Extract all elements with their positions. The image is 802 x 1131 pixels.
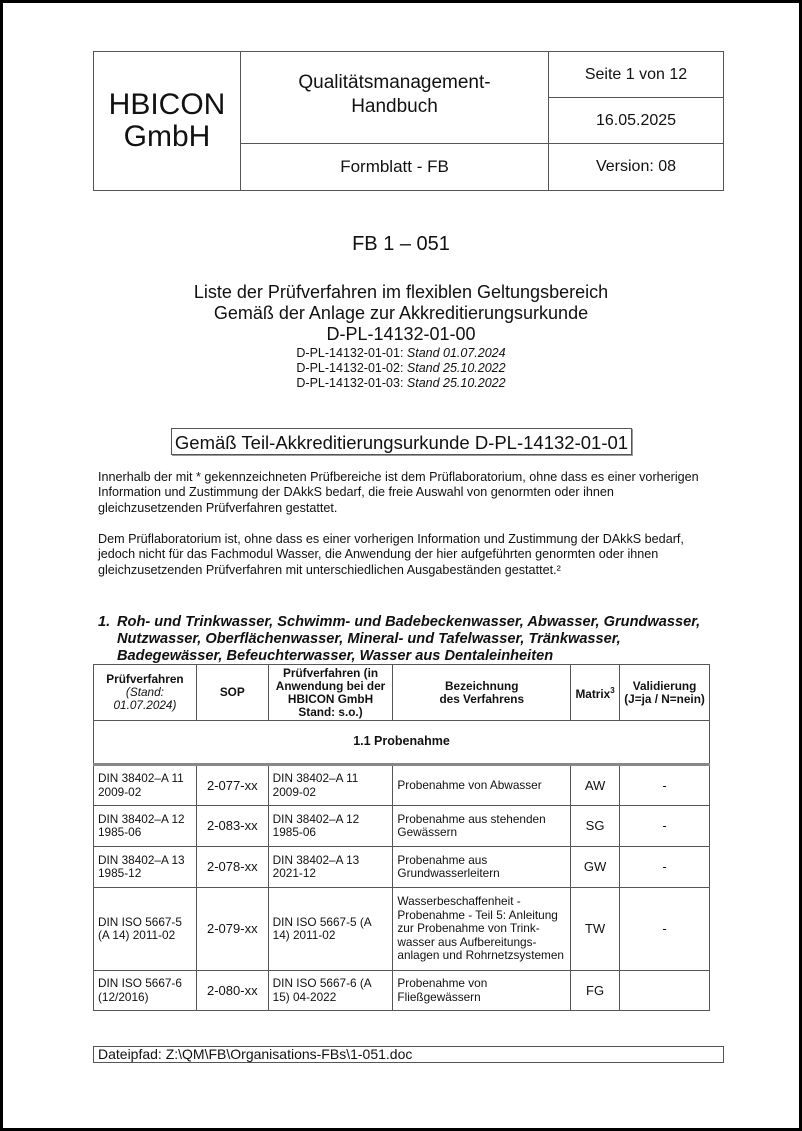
header-bezeichnung	[393, 665, 571, 721]
cell-sop: 2-080-xx	[196, 971, 268, 1011]
cell-sop: 2-077-xx	[196, 765, 268, 806]
cell-pruefverfahren: DIN ISO 5667-5 (A 14) 2011-02	[94, 888, 197, 971]
stand-date: Stand 25.10.2022	[406, 361, 506, 375]
accreditation-box-title: Gemäß Teil-Akkreditierungsurkunde D-PL-14132-01-01	[171, 428, 632, 455]
section-probenahme: 1.1 Probenahme	[94, 721, 710, 765]
cell-validierung: -	[620, 765, 710, 806]
company-name	[94, 52, 241, 190]
title-line-1: Qualitätsmanagement-	[298, 71, 491, 93]
header-pruefverfahren	[94, 665, 197, 721]
cell-matrix: AW	[571, 765, 620, 806]
stand-item	[0, 361, 802, 376]
cell-bezeichnung: Probenahme aus Grundwasserleitern	[393, 847, 571, 888]
table-row	[94, 971, 710, 1011]
stand-code: D-PL-14132-01-01:	[296, 346, 407, 360]
document-date: 16.05.2025	[549, 98, 723, 144]
header-sop: SOP	[196, 665, 268, 721]
cell-pruefverfahren-hbicon: DIN 38402–A 11 2009-02	[268, 765, 393, 806]
cell-pruefverfahren-hbicon: DIN ISO 5667-6 (A 15) 04-2022	[268, 971, 393, 1011]
cell-bezeichnung: Probenahme von Fließgewässern	[393, 971, 571, 1011]
cell-matrix: FG	[571, 971, 620, 1011]
stand-code: D-PL-14132-01-02:	[296, 361, 407, 375]
cell-validierung: -	[620, 847, 710, 888]
document-version: Version: 08	[595, 158, 677, 175]
title-line-2: Handbuch	[351, 95, 438, 117]
cell-pruefverfahren-hbicon: DIN ISO 5667-5 (A 14) 2011-02	[268, 888, 393, 971]
company-line-1: HBICON	[108, 88, 226, 121]
file-path-footer: Dateipfad: Z:\QM\FB\Organisations-FBs\1-051.doc	[93, 1046, 724, 1063]
section-title: Roh- und Trinkwasser, Schwimm- und Badebeckenwasser, Abwasser, Grundwasser, Nutzwasser, Oberflächenwasser, Mineral- und Tafelwasser, Tränkwasser, Badegewässer, Befeuchterwasser, Wasser aus Dentaleinheiten	[117, 614, 701, 664]
cell-matrix: TW	[571, 888, 620, 971]
table-row	[94, 765, 710, 806]
header-validierung: Validierung (J=ja / N=nein)	[620, 665, 710, 721]
cell-pruefverfahren-hbicon: DIN 38402–A 12 1985-06	[268, 806, 393, 847]
document-header	[93, 51, 724, 191]
table-row	[94, 888, 710, 971]
cell-pruefverfahren-hbicon: DIN 38402–A 13 2021-12	[268, 847, 393, 888]
stand-list	[0, 346, 802, 391]
cell-bezeichnung: Probenahme aus stehenden Gewässern	[393, 806, 571, 847]
subtitle-line-3: D-PL-14132-01-00	[326, 324, 476, 344]
stand-item	[0, 376, 802, 391]
table-row	[94, 806, 710, 847]
cell-matrix: SG	[571, 806, 620, 847]
header-sublabel: (Stand: 01.07.2024)	[113, 685, 177, 712]
header-label: Bezeichnung	[445, 678, 519, 693]
page-number: Seite 1 von 12	[549, 52, 723, 98]
document-subtitle	[0, 282, 802, 345]
cell-validierung: -	[620, 888, 710, 971]
header-matrix	[571, 665, 620, 721]
cell-pruefverfahren: DIN 38402–A 11 2009-02	[94, 765, 197, 806]
cell-matrix: GW	[571, 847, 620, 888]
cell-pruefverfahren: DIN ISO 5667-6 (12/2016)	[94, 971, 197, 1011]
stand-date: Stand 25.10.2022	[406, 376, 506, 390]
header-label: des Verfahrens	[439, 691, 525, 706]
cell-sop: 2-079-xx	[196, 888, 268, 971]
cell-validierung: -	[620, 806, 710, 847]
header-label: Prüfverfahren	[106, 672, 184, 686]
subtitle-line-2: Gemäß der Anlage zur Akkreditierungsurkunde	[213, 303, 589, 323]
section-heading	[98, 614, 718, 665]
handbook-title	[241, 52, 549, 144]
stand-item	[0, 346, 802, 361]
subtitle-line-1: Liste der Prüfverfahren im flexiblen Geltungsbereich	[193, 282, 609, 302]
cell-bezeichnung: Wasserbeschaffenheit - Probenahme - Teil 5: Anleitung zur Probenahme von Trink-wasser aus Aufbereitungs-anlagen und Rohrnetzsystemen	[393, 888, 571, 971]
cell-validierung	[620, 971, 710, 1011]
form-type: Formblatt - FB	[241, 144, 549, 190]
cell-pruefverfahren: DIN 38402–A 13 1985-12	[94, 847, 197, 888]
stand-date: Stand 01.07.2024	[406, 346, 506, 360]
paragraph-1: Innerhalb der mit * gekennzeichneten Prüfbereiche ist dem Prüflaboratorium, ohne dass es einer vorherigen Information und Zustimmung der DAkkS bedarf, die freie Auswahl von genormten oder ihnen gleichzusetzenden Prüfverfahren gestattet.	[98, 470, 699, 515]
cell-sop: 2-078-xx	[196, 847, 268, 888]
table-header-row	[94, 665, 710, 721]
cell-bezeichnung: Probenahme von Abwasser	[393, 765, 571, 806]
company-line-2: GmbH	[123, 120, 211, 153]
footnote-ref: 3	[610, 686, 615, 696]
table-row	[94, 847, 710, 888]
header-label: Matrix	[575, 686, 611, 701]
procedures-table	[93, 664, 710, 1011]
cell-sop: 2-083-xx	[196, 806, 268, 847]
stand-code: D-PL-14132-01-03:	[296, 376, 407, 390]
cell-pruefverfahren: DIN 38402–A 12 1985-06	[94, 806, 197, 847]
section-number: 1.	[98, 614, 111, 630]
table-section-row	[94, 721, 710, 765]
paragraph-2: Dem Prüflaboratorium ist, ohne dass es einer vorherigen Information und Zustimmung der DAkkS bedarf, jedoch nicht für das Fachmodul Wasser, die Anwendung der hier aufgeführten genormten oder ihnen gleichzusetzenden Prüfverfahren mit unterschiedlichen Ausgabeständen gestattet.²	[98, 532, 684, 577]
document-id: FB 1 – 051	[352, 233, 450, 255]
header-pruefverfahren-hbicon: Prüfverfahren (in Anwendung bei der HBICON GmbH Stand: s.o.)	[268, 665, 393, 721]
